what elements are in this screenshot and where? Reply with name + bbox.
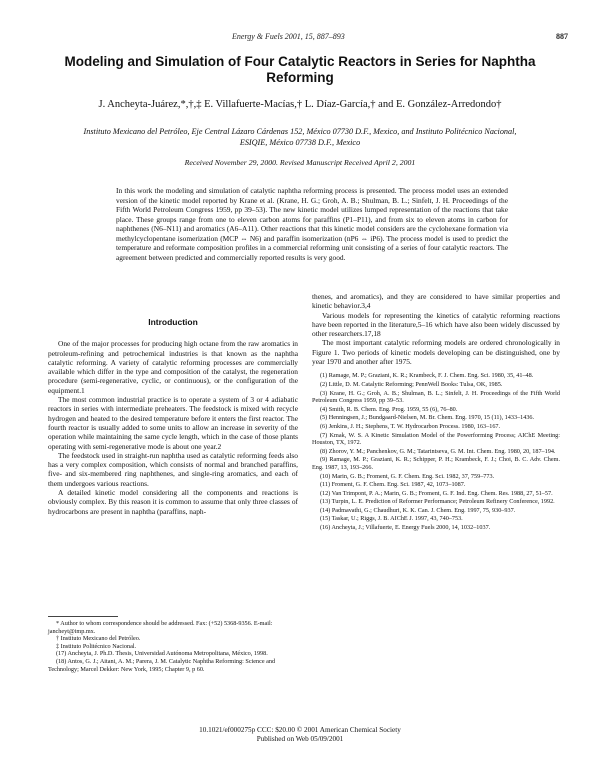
footnote-item: † Instituto Mexicano del Petróleo. [56,635,141,643]
reference-item: (1) Ramage, M. P.; Graziani, K. R.; Krambeck, F. J. Chem. Eng. Sci. 1980, 35, 41–48. [320,372,534,380]
intro-paragraph: The most common industrial practice is to operate a system of 3 or 4 adiabatic reactors in series with intermediate preheaters. The feedstock is mixed with recycle hydrogen and heated to the desired temperature before it enters the first reactor. The fourth reactor is usually added to some units to allow an increase in severity of the operation while maintaining the same cycle length, which in the case of those plants operating with semi-regenerative mode is about one year.2 [48,395,298,451]
footnote-item: (18) Antos, G. J.; Aitani, A. M.; Parera, J. M. Catalytic Naphtha Reforming: Science and Technology; Marcel Dekker: New York, 1995; Chapter 9, p 60. [48,657,276,673]
reference-item: (16) Ancheyta, J.; Villafuerte, E. Energy Fuels 2000, 14, 1032–1037. [320,524,491,532]
running-header-journal: Energy & Fuels 2001, 15, 887–893 [232,32,345,41]
section-heading-introduction: Introduction [148,317,198,327]
abstract: In this work the modeling and simulation of catalytic naphtha reforming process is presented. The process model uses an extended version of the kinetic model reported by Krane et al. (Krane, H. G.; Groh, A. B.; Shulman, B. L.; Sinfelt, J. H. Proceedings of the Fifth World Petroleum Congress 1959, pp 39–53). The new kinetic model utilizes lumped representation of the reactions that take place. These groups range from one to eleven carbon atoms for paraffins (P1–P11), and from six to eleven atoms in carbon for naphthenes (N6–N11) and aromatics (A6–A11). Other reactions that this kinetic model considers are the cyclohexane formation via methylcyclopentane isomerization (MCP ⇔ N6) and paraffin isomerization (nP6 ⇔ iP6). The process model is used to predict the temperature and reformate composition profiles in a commercial reforming unit consisting of a series of four catalytic reactors. The agreement between predicted and commercially reported results is very good. [116,186,508,262]
reference-item: (11) Froment, G. F. Chem. Eng. Sci. 1987, 42, 1073–1087. [320,481,466,489]
article-title: Modeling and Simulation of Four Catalytic Reactors in Series for Naphtha Reforming [64,54,536,85]
reference-item: (3) Krane, H. G.; Groh, A. B.; Shulman, B. L.; Sinfelt, J. H. Proceedings of the Fifth World Petroleum Congress 1959, pp 39–53. [312,389,560,405]
published-date: Published on Web 05/09/2001 [256,735,344,743]
right-column [312,292,560,533]
footnote-rule [48,616,118,617]
left-column [48,318,298,516]
reference-item: (7) Kmak, W. S. A Kinetic Simulation Model of the Powerforming Process; AIChE Meeting: Houston, TX, 1972. [312,431,560,447]
intro-paragraph: One of the major processes for producing high octane from the raw aromatics in petroleum-refining and petrochemical industries is that known as the naphtha catalytic reforming. A variety of catalytic reforming processes are commercially available which differ in the type and composition of the catalyst, the regeneration procedure (semi-regenerative, cyclic, or continuous), or the configuration of the equipment.1 [48,339,298,395]
publication-info [60,726,540,744]
footnote-item: (17) Ancheyta, J. Ph.D. Thesis, Universidad Autónoma Metropolitana, México, 1998. [56,650,268,658]
footnotes [48,620,298,673]
reference-item: (8) Zhorov, Y. M.; Panchenkov, G. M.; Tatarintseva, G. M. Int. Chem. Eng. 1980, 20, 187–194. [320,447,556,455]
running-header-page-number: 887 [556,32,568,41]
reference-list [312,372,560,531]
intro-paragraph: The most important catalytic reforming models are ordered chronologically in Figure 1. Two periods of kinetic models developing can be distinguished, one by year 1970 and another after 1975. [312,338,560,367]
reference-item: (10) Marin, G. B.; Froment, G. F. Chem. Eng. Sci. 1982, 37, 759–773. [320,472,495,480]
reference-item: (14) Padmavathi, G.; Chaudhuri, K. K. Can. J. Chem. Eng. 1997, 75, 930–937. [320,506,516,514]
footnote-item: ‡ Instituto Politécnico Nacional. [56,642,137,650]
reference-item: (12) Van Trimpont, P. A.; Marin, G. B.; Froment, G. F. Ind. Eng. Chem. Res. 1988, 27, 51–57. [320,489,553,497]
reference-item: (15) Taskar, U.; Riggs, J. B. AIChE J. 1997, 43, 740–753. [320,515,463,523]
doi-price-line: 10.1021/ef000275p CCC: $20.00 © 2001 American Chemical Society [199,726,401,734]
reference-item: (2) Little, D. M. Catalytic Reforming; PennWell Books: Tulsa, OK, 1985. [320,380,503,388]
reference-item: (13) Turpin, L. E. Prediction of Reformer Performance; Petroleum Refinery Conference, 1992. [320,498,555,506]
intro-paragraph: Various models for representing the kinetics of catalytic reforming reactions have been reported in the literature,5–16 which have also been widely discussed by other researchers.17,18 [312,310,560,339]
intro-paragraph: thenes, and aromatics), and they are considered to have similar properties and kinetic behavior.3,4 [312,292,560,311]
author-affiliation: Instituto Mexicano del Petróleo, Eje Central Lázaro Cárdenas 152, México 07730 D.F., Mexico, and Instituto Politécnico Nacional, ESIQIE, México 07738 D.F., Mexico [83,127,517,147]
received-dates: Received November 29, 2000. Revised Manuscript Received April 2, 2001 [184,158,416,167]
footnote-item: * Author to whom correspondence should be addressed. Fax: (+52) 5368-9356. E-mail: jancheyt@imp.mx. [48,620,273,635]
reference-item: (6) Jenkins, J. H.; Stephens, T. W. Hydrocarbon Process. 1980, 163–167. [320,422,501,430]
intro-paragraph: The feedstock used in straight-run naphtha used as catalytic reforming feeds also has a very complex composition, which consists of normal and branched paraffins, five- and six-membered ring naphthenes, and single-ring aromatics, and each of them undergoes various reactions. [48,450,298,488]
reference-item: (5) Henningsen, J.; Bundgaard-Nielsen, M. Br. Chem. Eng. 1970, 15 (11), 1433–1436. [320,414,535,422]
reference-item: (9) Ramage, M. P.; Graziani, K. R.; Schipper, P. H.; Krambeck, F. J.; Choi, B. C. Adv. Chem. Eng. 1987, 13, 193–266. [312,456,560,471]
article-authors: J. Ancheyta-Juárez,*,†,‡ E. Villafuerte-Macías,† L. Díaz-García,† and E. González-Arredondo† [98,99,502,110]
intro-paragraph: A detailed kinetic model considering all the components and reactions is obviously complex. By this reason it is common to assume that only three classes of hydrocarbons are present in naphtha (paraffins, naph- [48,488,298,516]
reference-item: (4) Smith, R. B. Chem. Eng. Prog. 1959, 55 (6), 76–80. [320,405,458,413]
